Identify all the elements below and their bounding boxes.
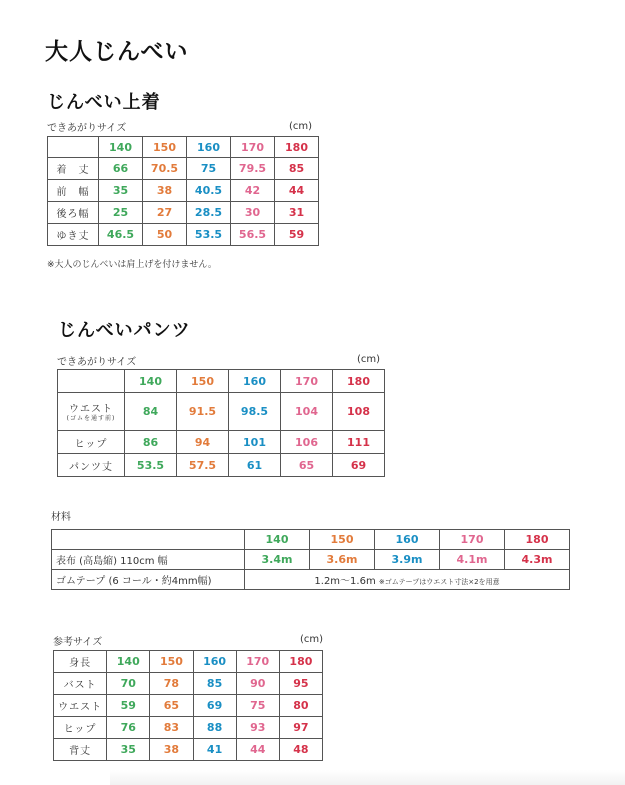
size-header: 160: [187, 137, 231, 158]
size-header: 160: [193, 651, 236, 673]
table-cell: 101: [229, 431, 281, 454]
table-cell: 104: [281, 393, 333, 431]
table-cell: 91.5: [177, 393, 229, 431]
table-cell: 27: [143, 202, 187, 224]
table-cell: 61: [229, 454, 281, 477]
table-cell: 4.3m: [505, 550, 570, 570]
row-label: ウエスト: [54, 695, 107, 717]
table-cell: 53.5: [125, 454, 177, 477]
size-header: 160: [229, 370, 281, 393]
table-cell: 59: [275, 224, 319, 246]
row-label: [58, 393, 125, 431]
table-cell: 3.4m: [245, 550, 310, 570]
elastic-value: 1.2m〜1.6m: [314, 576, 376, 587]
bottom-shadow: [110, 770, 625, 785]
table-cell: 38: [150, 739, 193, 761]
table-cell: 75: [187, 158, 231, 180]
jacket-unit: (cm): [289, 121, 313, 132]
table-cell: 42: [231, 180, 275, 202]
table-row: [54, 739, 323, 761]
size-header: 160: [375, 530, 440, 550]
table-cell: 57.5: [177, 454, 229, 477]
pants-caption: できあがりサイズ: [57, 357, 137, 368]
table-cell: 76: [107, 717, 150, 739]
size-header: 180: [275, 137, 319, 158]
table-cell: 70.5: [143, 158, 187, 180]
row-label: 前 幅: [48, 180, 99, 202]
table-cell: 30: [231, 202, 275, 224]
table-cell: 50: [143, 224, 187, 246]
pants-size-table: [57, 369, 385, 477]
row-label: 後ろ幅: [48, 202, 99, 224]
row-label: パンツ丈: [58, 454, 125, 477]
table-cell: 31: [275, 202, 319, 224]
table-cell: 48: [279, 739, 322, 761]
size-header: 180: [505, 530, 570, 550]
table-cell: 83: [150, 717, 193, 739]
corner-cell: [58, 370, 125, 393]
size-header: 170: [440, 530, 505, 550]
jacket-caption: できあがりサイズ: [47, 123, 127, 134]
table-cell: 95: [279, 673, 322, 695]
reference-unit: (cm): [300, 634, 324, 645]
table-cell: 41: [193, 739, 236, 761]
table-row: [58, 393, 385, 431]
table-cell: 70: [107, 673, 150, 695]
size-header: 170: [231, 137, 275, 158]
corner-cell: [52, 530, 245, 550]
table-cell: 84: [125, 393, 177, 431]
table-row: [48, 158, 319, 180]
table-header-row: [54, 651, 323, 673]
size-header: 170: [236, 651, 279, 673]
table-cell: 85: [193, 673, 236, 695]
jacket-note: ※大人のじんべいは肩上げを付けません。: [47, 260, 217, 270]
table-cell: 108: [333, 393, 385, 431]
pants-heading: じんべいパンツ: [58, 320, 191, 341]
size-header: 180: [333, 370, 385, 393]
row-label: 背丈: [54, 739, 107, 761]
size-header: 140: [245, 530, 310, 550]
size-header: 150: [143, 137, 187, 158]
header-label: 身長: [54, 651, 107, 673]
table-cell: 53.5: [187, 224, 231, 246]
pants-unit: (cm): [357, 354, 381, 365]
table-cell: 69: [193, 695, 236, 717]
table-cell: 98.5: [229, 393, 281, 431]
size-header: 180: [279, 651, 322, 673]
size-header: 170: [281, 370, 333, 393]
table-cell: 66: [99, 158, 143, 180]
table-header-row: [52, 530, 570, 550]
table-cell: 3.6m: [310, 550, 375, 570]
table-cell: 88: [193, 717, 236, 739]
fabric-label: 表布 (高島縮) 110cm 幅: [52, 550, 245, 570]
table-cell: 56.5: [231, 224, 275, 246]
table-row: [52, 570, 570, 590]
elastic-cell: [245, 570, 570, 590]
table-cell: 111: [333, 431, 385, 454]
materials-caption: 材料: [51, 512, 71, 523]
table-cell: 69: [333, 454, 385, 477]
table-row: [54, 695, 323, 717]
table-cell: 59: [107, 695, 150, 717]
size-header: 140: [125, 370, 177, 393]
table-cell: 75: [236, 695, 279, 717]
table-cell: 86: [125, 431, 177, 454]
jacket-size-table: [47, 136, 319, 246]
table-cell: 65: [150, 695, 193, 717]
jacket-heading: じんべい上着: [47, 92, 161, 113]
table-cell: 85: [275, 158, 319, 180]
materials-table: [51, 529, 570, 590]
table-cell: 97: [279, 717, 322, 739]
size-header: 150: [310, 530, 375, 550]
table-cell: 25: [99, 202, 143, 224]
row-label: ゆき丈: [48, 224, 99, 246]
table-row: [54, 717, 323, 739]
row-label: バスト: [54, 673, 107, 695]
table-cell: 28.5: [187, 202, 231, 224]
table-cell: 44: [236, 739, 279, 761]
page-title: 大人じんべい: [45, 39, 189, 65]
table-cell: 90: [236, 673, 279, 695]
elastic-label: ゴムテープ (6 コール・約4mm幅): [52, 570, 245, 590]
size-header: 150: [177, 370, 229, 393]
size-header: 140: [107, 651, 150, 673]
table-cell: 35: [99, 180, 143, 202]
table-header-row: [48, 137, 319, 158]
table-row: [58, 454, 385, 477]
table-cell: 46.5: [99, 224, 143, 246]
table-row: [48, 224, 319, 246]
table-row: [48, 202, 319, 224]
table-cell: 80: [279, 695, 322, 717]
reference-size-table: [53, 650, 323, 761]
table-cell: 65: [281, 454, 333, 477]
table-cell: 94: [177, 431, 229, 454]
table-cell: 38: [143, 180, 187, 202]
table-row: [52, 550, 570, 570]
row-label-main: ウエスト: [69, 404, 113, 415]
table-header-row: [58, 370, 385, 393]
table-row: [58, 431, 385, 454]
size-header: 140: [99, 137, 143, 158]
reference-caption: 参考サイズ: [53, 637, 103, 648]
table-cell: 79.5: [231, 158, 275, 180]
elastic-note: ※ゴムテープはウエスト寸法×2を用意: [378, 578, 500, 586]
row-label-sub: (ゴムを通す前): [66, 415, 116, 422]
table-cell: 78: [150, 673, 193, 695]
table-cell: 106: [281, 431, 333, 454]
corner-cell: [48, 137, 99, 158]
row-label: ヒップ: [54, 717, 107, 739]
table-row: [48, 180, 319, 202]
size-header: 150: [150, 651, 193, 673]
row-label: 着 丈: [48, 158, 99, 180]
row-label: ヒップ: [58, 431, 125, 454]
table-row: [54, 673, 323, 695]
table-cell: 4.1m: [440, 550, 505, 570]
table-cell: 35: [107, 739, 150, 761]
table-cell: 44: [275, 180, 319, 202]
table-cell: 40.5: [187, 180, 231, 202]
table-cell: 93: [236, 717, 279, 739]
table-cell: 3.9m: [375, 550, 440, 570]
